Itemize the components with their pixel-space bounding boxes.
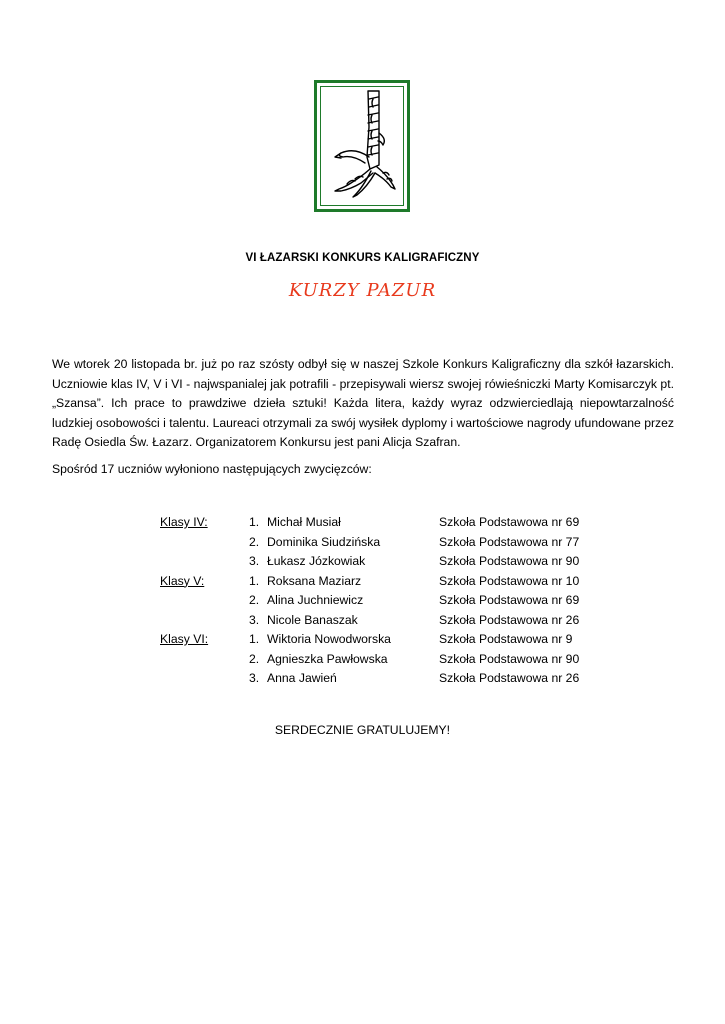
winner-school: Szkoła Podstawowa nr 77: [439, 534, 580, 549]
winner-rank: 2.: [249, 651, 260, 666]
winner-name: Wiktoria Nowodworska: [267, 632, 391, 646]
winner-row: [0, 552, 725, 572]
winner-row: [0, 630, 725, 650]
winner-name: Anna Jawień: [267, 671, 337, 685]
winner-name: Roksana Maziarz: [267, 573, 362, 588]
contest-subtitle: KURZY PAZUR: [288, 280, 437, 301]
winner-school: Szkoła Podstawowa nr 90: [439, 554, 580, 568]
winner-school: Szkoła Podstawowa nr 26: [439, 612, 580, 627]
winner-rank: 1.: [249, 515, 260, 529]
winner-school: Szkoła Podstawowa nr 90: [439, 651, 580, 666]
class-label: Klasy IV:: [160, 515, 208, 529]
winner-rank: 2.: [249, 593, 260, 607]
winner-row: [0, 513, 725, 533]
chicken-claw-icon: [321, 87, 403, 205]
winner-row: [0, 669, 725, 689]
winner-row: [0, 591, 725, 611]
contest-logo: [314, 80, 410, 212]
contest-title: VI ŁAZARSKI KONKURS KALIGRAFICZNY: [245, 252, 480, 264]
winner-name: Alina Juchniewicz: [267, 593, 364, 607]
winner-school: Szkoła Podstawowa nr 69: [439, 515, 580, 529]
winner-name: Nicole Banaszak: [267, 612, 358, 627]
winner-name: Agnieszka Pawłowska: [267, 651, 388, 666]
winner-name: Dominika Siudzińska: [267, 534, 381, 549]
winner-rank: 3.: [249, 671, 260, 685]
winner-row: [0, 533, 725, 553]
summary-paragraph: Spośród 17 uczniów wyłoniono następujących zwycięzców:: [52, 462, 372, 476]
winner-rank: 1.: [249, 573, 260, 588]
intro-paragraph: We wtorek 20 listopada br. już po raz szósty odbył się w naszej Szkole Konkurs Kaligraficzny dla szkół łazarskich. Uczniowie klas IV, V i VI - najwspanialej jak potrafili - przepisywali wiersz swojej rówieśniczki Marty Komisarczyk pt. „Szansa”. Ich prace to prawdziwe dzieła sztuki! Każda litera, każdy wyraz odzwierciedlają niepowtarzalność ludzkiej osobowości i talentu. Laureaci otrzymali za swój wysiłek dyplomy i wartościowe nagrody ufundowane przez Radę Osiedla Św. Łazarz. Organizatorem Konkursu jest pani Alicja Szafran.: [52, 357, 674, 450]
class-label: Klasy VI:: [160, 632, 209, 646]
winner-row: [0, 611, 725, 631]
winner-name: Łukasz Józkowiak: [267, 554, 366, 568]
winners-list: [0, 513, 725, 689]
winner-rank: 3.: [249, 612, 260, 627]
winner-school: Szkoła Podstawowa nr 26: [439, 671, 580, 685]
winner-name: Michał Musiał: [267, 515, 341, 529]
winner-rank: 1.: [249, 632, 260, 646]
class-label: Klasy V:: [160, 573, 205, 588]
winner-row: [0, 650, 725, 670]
winner-rank: 2.: [249, 534, 260, 549]
winner-school: Szkoła Podstawowa nr 69: [439, 593, 580, 607]
winner-school: Szkoła Podstawowa nr 10: [439, 573, 580, 588]
winner-rank: 3.: [249, 554, 260, 568]
winner-row: [0, 572, 725, 592]
winner-school: Szkoła Podstawowa nr 9: [439, 632, 573, 646]
closing-message: SERDECZNIE GRATULUJEMY!: [274, 723, 451, 737]
